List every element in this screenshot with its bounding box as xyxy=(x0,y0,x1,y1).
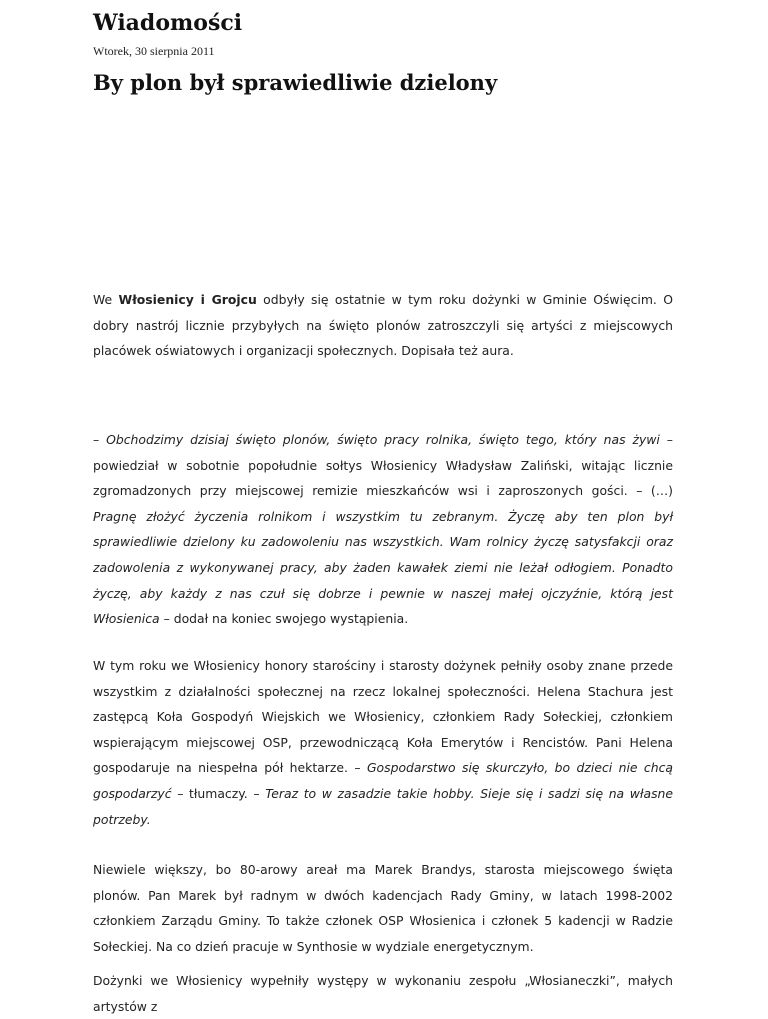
article-paragraph-2 xyxy=(93,427,673,632)
p1-text-a: We xyxy=(93,292,119,307)
p2-text-b: – powiedział w sobotnie popołudnie sołtys Włosienicy Władysław Zaliński, witając licznie zgromadzonych przy miejscowej remizie mieszkańców wsi i zaproszonych gości. – (…) xyxy=(93,432,673,499)
p3-quote-d: Teraz to w zasadzie takie hobby. Sieje się i sadzi się na własne potrzeby. xyxy=(93,785,673,827)
p3-text-a: W tym roku we Włosienicy honory starościny i starosty dożynek pełniły osoby znane przede wszystkim z działalności społecznej na rzecz lokalnej społeczności. Helena Stachura jest zastępcą Koła Gospodyń Wiejskich we Włosienicy, członkiem Rady Sołeckiej, członkiem wspierającym miejscowej OSP, przewodniczącą Koła Emerytów i Rencistów. Pani Helena gospodaruje na niespełna pół hektarze. – xyxy=(93,658,673,776)
article-paragraph-5: Dożynki we Włosienicy wypełniły występy w wykonaniu zespołu „Włosianeczki”, małych artystów z xyxy=(93,973,673,1014)
post-title: By plon był sprawiedliwie dzielony xyxy=(93,70,498,95)
article-paragraph-3 xyxy=(93,653,673,832)
p2-text-d: – dodał na koniec swojego wystąpienia. xyxy=(159,611,409,627)
article-paragraph-1 xyxy=(93,287,673,364)
p1-bold-place: Włosienicy i Grojcu xyxy=(118,292,257,307)
p1-text-c: odbyły się ostatnie w tym roku dożynki w Gminie Oświęcim. O dobry nastrój licznie przybyłych na święto plonów zatroszczyli się artyści z miejscowych placówek oświatowych i organizacji społecznych. Dopisała też aura. xyxy=(93,292,673,359)
p3-text-c: – tłumaczy. – xyxy=(171,785,266,801)
site-title: Wiadomości xyxy=(93,10,243,36)
p2-quote-a: – Obchodzimy dzisiaj święto plonów, święto pracy rolnika, święto tego, który nas żywi xyxy=(93,432,660,447)
article-paragraph-4: Niewiele większy, bo 80-arowy areał ma Marek Brandys, starosta miejscowego święta plonów. Pan Marek był radnym w dwóch kadencjach Rady Gminy, w latach 1998-2002 członkiem Zarządu Gminy. To także członek OSP Włosienica i członek 5 kadencji w Radzie Sołeckiej. Na co dzień pracuje w Synthosie w wydziale energetycznym. xyxy=(93,862,673,954)
p2-quote-c: Pragnę złożyć życzenia rolnikom i wszystkim tu zebranym. Życzę aby ten plon był sprawiedliwie dzielony ku zadowoleniu nas wszystkich. Wam rolnicy życzę satysfakcji oraz zadowolenia z wykonywanej pracy, aby żaden kawałek ziemi nie leżał odłogiem. Ponadto życzę, aby każdy z nas czuł się dobrze i pewnie w naszej małej ojczyźnie, którą jest Włosienica xyxy=(93,508,673,627)
post-date: Wtorek, 30 sierpnia 2011 xyxy=(93,44,215,58)
p3-quote-b: Gospodarstwo się skurczyło, bo dzieci nie chcą gospodarzyć xyxy=(93,760,673,801)
